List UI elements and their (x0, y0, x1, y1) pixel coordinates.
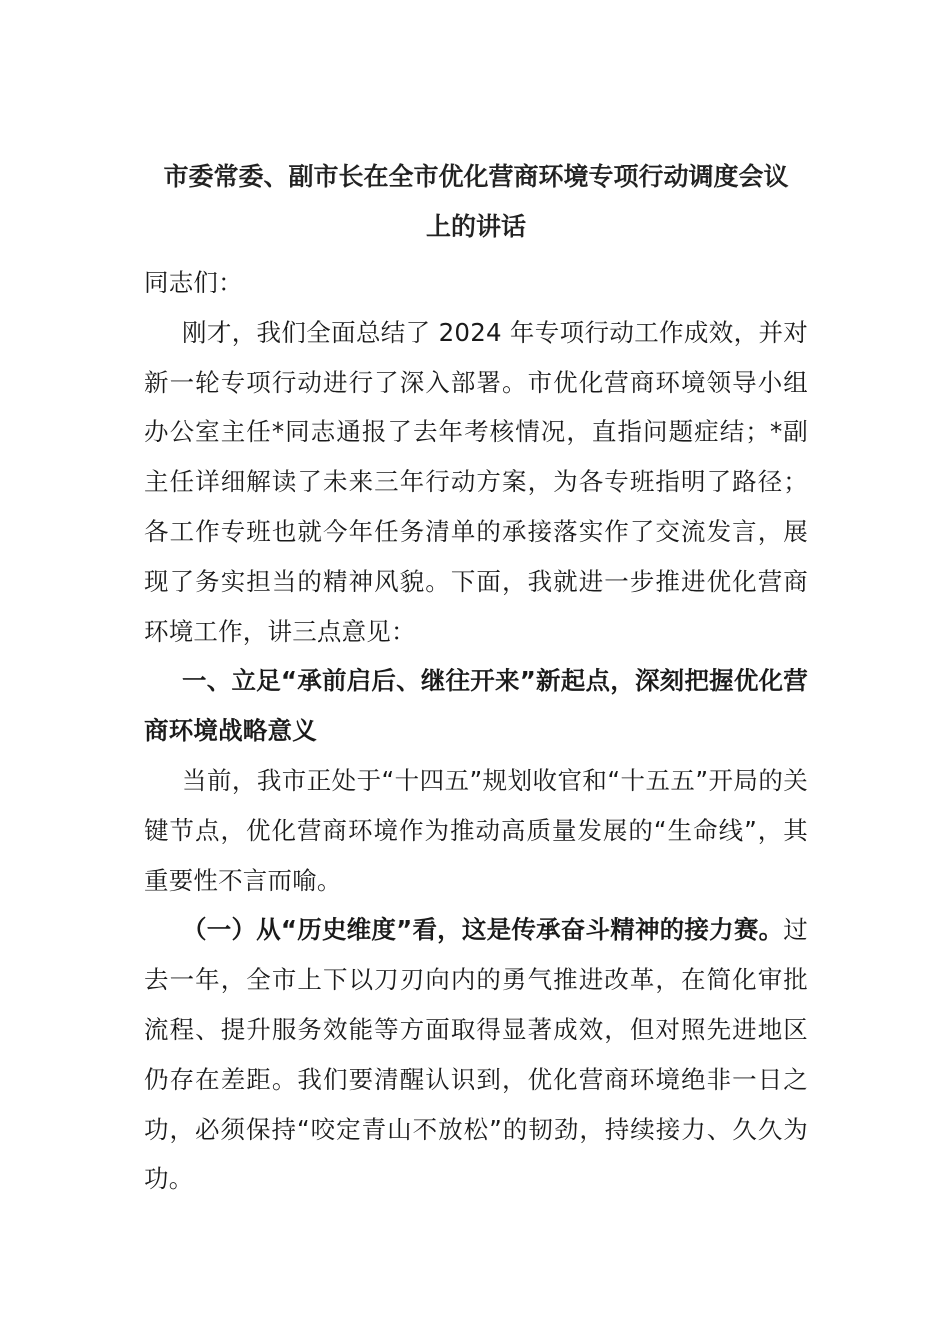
document-title (134, 152, 818, 252)
document-page (144, 152, 808, 1204)
paragraph-intro: 刚才，我们全面总结了 2024 年专项行动工作成效，并对新一轮专项行动进行了深入部署。市优化营商环境领导小组办公室主任*同志通报了去年考核情况，直指问题症结；*副主任详细解读了未来三年行动方案，为各专班指明了路径；各工作专班也就今年任务清单的承接落实作了交流发言，展现了务实担当的精神风貌。下面，我就进一步推进优化营商环境工作，讲三点意见： (144, 317, 808, 646)
paragraph-context: 当前，我市正处于“十四五”规划收官和“十五五”开局的关键节点，优化营商环境作为推动高质量发展的“生命线”，其重要性不言而喻。 (144, 765, 808, 895)
section-heading-1: 一、立足“承前启后、继往开来”新起点，深刻把握优化营商环境战略意义 (144, 666, 808, 746)
title-line-1: 市委常委、副市长在全市优化营商环境专项行动调度会议 (163, 162, 789, 191)
paragraph-history: 过去一年，全市上下以刀刃向内的勇气推进改革，在简化审批流程、提升服务效能等方面取得显著成效，但对照先进地区仍存在差距。我们要清醒认识到，优化营商环境绝非一日之功，必须保持“咬定青山不放松”的韧劲，持续接力、久久为功。 (144, 915, 808, 1194)
title-line-2: 上的讲话 (425, 212, 526, 241)
subsection-heading-1: （一）从“历史维度”看，这是传承奋斗精神的接力赛。 (182, 915, 784, 945)
subsection-block (144, 905, 808, 1204)
salutation: 同志们： (144, 268, 243, 297)
